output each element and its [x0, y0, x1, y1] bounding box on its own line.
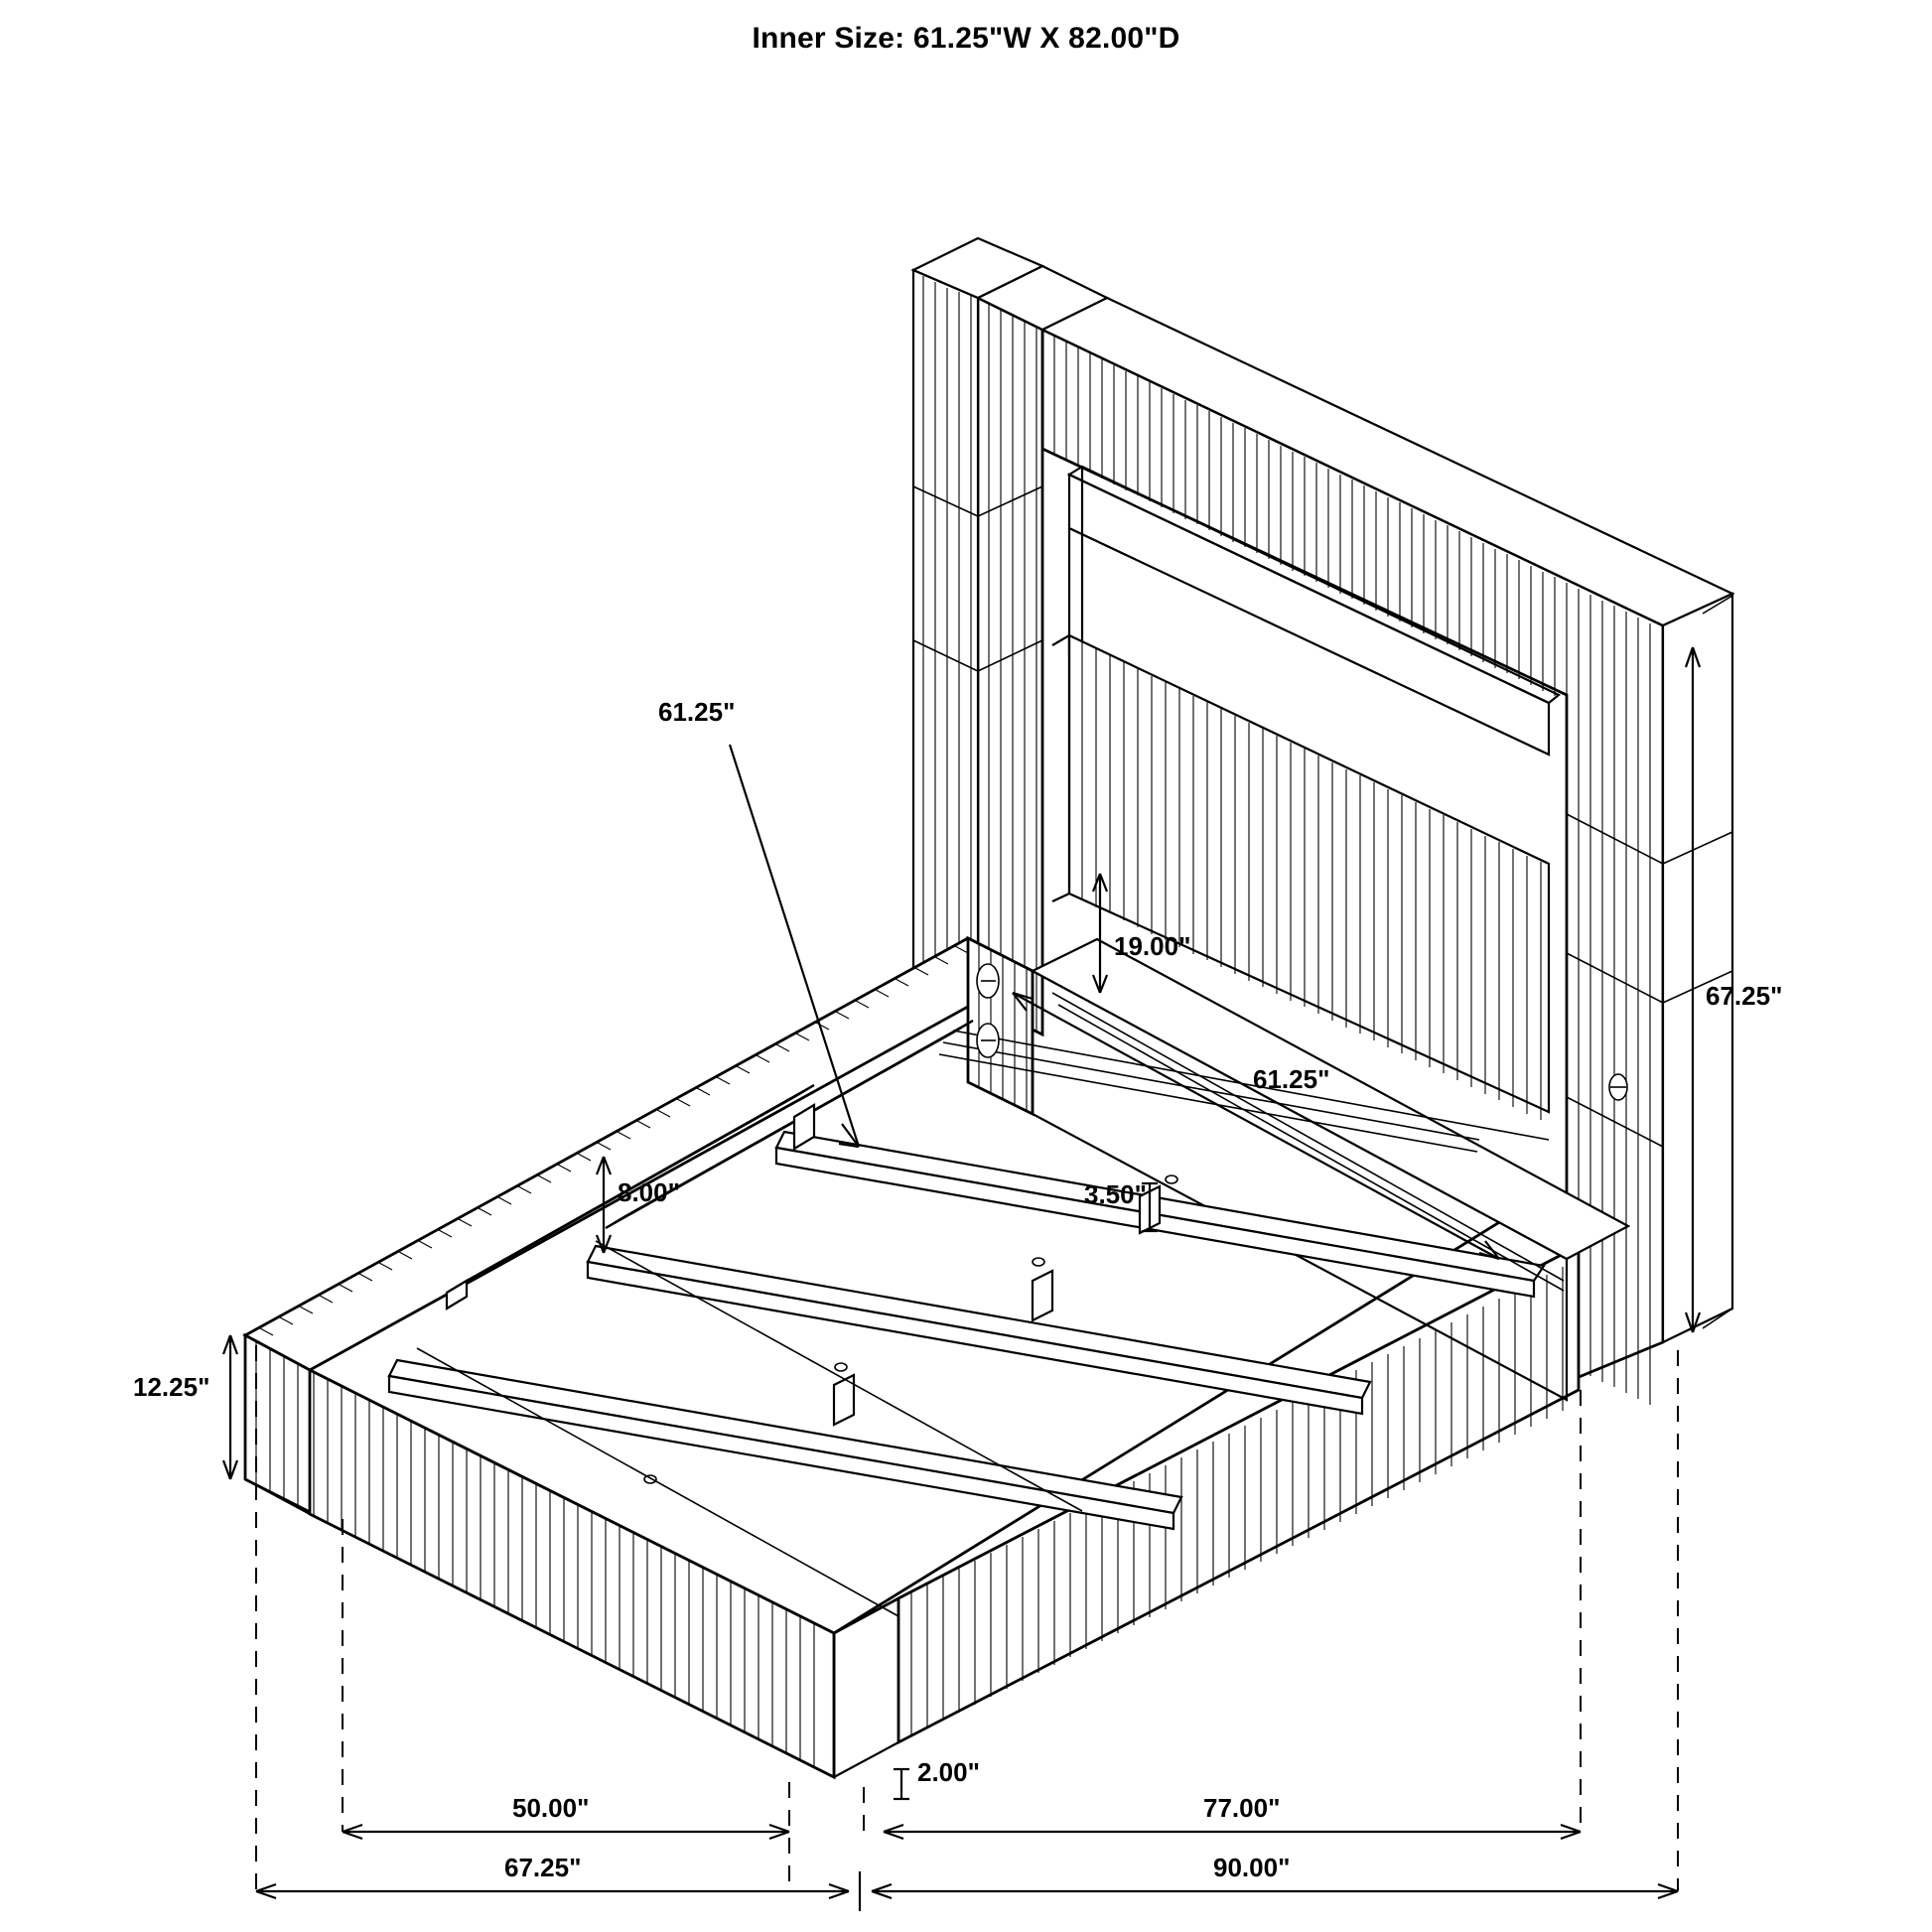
bed-frame-rails — [245, 938, 1628, 1777]
screw-dot — [1166, 1175, 1177, 1183]
dim-label-19: 19.00" — [1114, 931, 1191, 961]
dim-label-77: 77.00" — [1203, 1793, 1281, 1823]
dim-label-67-25: 67.25" — [504, 1853, 582, 1882]
dim-label-total-height: 67.25" — [1706, 981, 1783, 1011]
screw-dot — [835, 1363, 847, 1371]
dim-label-50: 50.00" — [512, 1793, 590, 1823]
dim-label-rail-height: 12.25" — [133, 1372, 210, 1402]
dim-label-clearance: 2.00" — [917, 1757, 980, 1787]
dim-label-8: 8.00" — [618, 1177, 680, 1207]
dim-label-90: 90.00" — [1213, 1853, 1291, 1882]
dim-label-headboard-width: 61.25" — [658, 697, 736, 727]
screw-dot — [1033, 1258, 1044, 1266]
dim-label-inner-width: 61.25" — [1253, 1064, 1330, 1094]
dim-label-3-5: 3.50" — [1084, 1179, 1147, 1209]
screw-dot — [644, 1475, 656, 1483]
page-title: Inner Size: 61.25"W X 82.00"D — [752, 22, 1180, 55]
